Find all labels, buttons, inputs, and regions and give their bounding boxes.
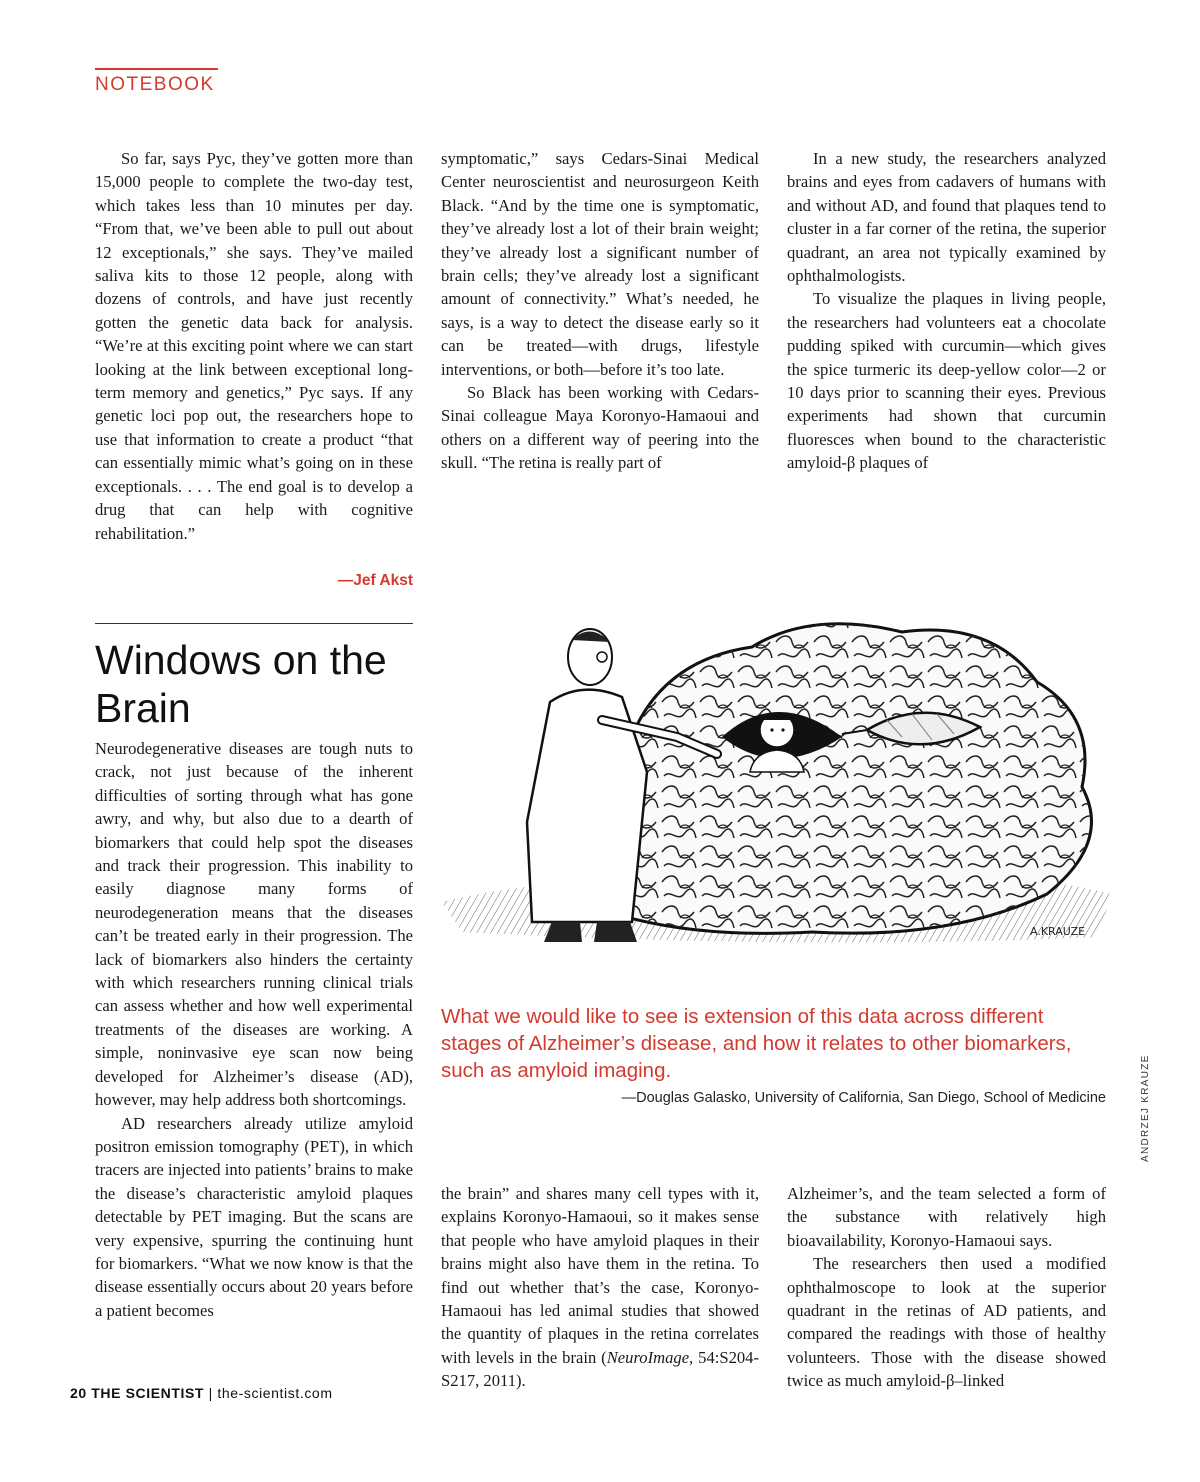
article-column-1 bbox=[95, 737, 413, 1322]
body-paragraph bbox=[441, 1182, 759, 1393]
section-label-rule bbox=[95, 68, 218, 70]
pull-quote-attribution: —Douglas Galasko, University of California, San Diego, School of Medicine bbox=[621, 1090, 1106, 1106]
pull-quote: What we would like to see is extension of this data across different stages of Alzheimer’s disease, and how it relates to other biomarkers, such as amyloid imaging. bbox=[441, 1005, 1072, 1082]
brain-folds bbox=[573, 624, 1091, 934]
column-3-top bbox=[787, 147, 1106, 475]
footer-separator: | bbox=[208, 1385, 213, 1401]
citation-details: 54:S204-S217, 2011). bbox=[441, 1347, 760, 1391]
body-paragraph: The researchers then used a modified ophthalmoscope to look at the superior quadrant in the retinas of AD patients, and compared the readings with those of healthy volunteers. Those with the disease showed twice as much amyloid-β–linked bbox=[787, 1254, 1106, 1391]
body-paragraph: To visualize the plaques in living people, the researchers had volunteers eat a chocolate pudding spiked with curcumin—which gives the spice turmeric its deep-yellow color—2 or 10 days prior to scanning their eyes. Previous experiments had shown that curcumin fluoresces when bound to the characteristic amyloid-β plaques of bbox=[787, 289, 1106, 473]
body-paragraph: So Black has been working with Cedars-Sinai colleague Maya Koronyo-Hamaoui and others on a different way of peering into the skull. “The retina is really part of bbox=[441, 383, 759, 473]
magazine-name: THE SCIENTIST bbox=[91, 1385, 205, 1401]
body-text: the brain” and shares many cell types with it, explains Koronyo-Hamaoui, so it makes sense that people who have amyloid plaques in their brains might also have them in the retina. To find out whether that’s the case, Koronyo-Hamaoui has led animal studies that showed the quantity of plaques in the retina correlates with levels in the brain ( bbox=[441, 1184, 759, 1367]
byline: —Jef Akst bbox=[337, 572, 413, 589]
body-paragraph: symptomatic,” says Cedars-Sinai Medical Center neuroscientist and neurosurgeon Keith Black. “And by the time one is symptomatic, they’ve already lost a lot of their brain weight; they’ve already lost a significant number of brain cells; they’ve already lost a significant amount of connectivity.” What’s needed, he says, is a way to detect the disease early so it can be treated—with drugs, lifestyle interventions, or both—before it’s too late. bbox=[441, 149, 759, 379]
headline-rule bbox=[95, 623, 413, 624]
body-paragraph: AD researchers already utilize amyloid positron emission tomography (PET), in which tracers are injected into patients’ brains to make the disease’s characteristic amyloid plaques detectable by PET imaging. But the scans are very expensive, spurring the continuing hunt for biomarkers. “What we now know is that the disease essentially occurs about 20 years before a patient becomes bbox=[95, 1113, 413, 1320]
artist-signature: A.KRAUZE bbox=[1030, 925, 1086, 938]
column-2-bottom bbox=[441, 1182, 759, 1393]
page-number: 20 bbox=[70, 1385, 87, 1401]
lead-paragraph: Neurodegenerative diseases are tough nuts to crack, not just because of the inherent difficulties of sorting through what has gone awry, and why, but also due to a dearth of biomarkers that could help spot the diseases and track their progression. This inability to easily diagnose many forms of neurodegeneration means that the diseases can’t be treated early in their progression. The lack of biomarkers also hinders the certainty with which researchers running clinical trials can assess whether and how well experimental treatments of the diseases are working. A simple, noninvasive eye scan now being developed for Alzheimer’s disease (AD), however, may help address both shortcomings. bbox=[95, 739, 413, 1110]
image-credit: ANDRZEJ KRAUZE bbox=[1140, 1054, 1151, 1162]
brain-window-illustration bbox=[432, 602, 1122, 954]
body-paragraph: Alzheimer’s, and the team selected a form of the substance with relatively high bioavailability, Koronyo-Hamaoui says. bbox=[787, 1184, 1106, 1250]
section-label: NOTEBOOK bbox=[95, 74, 215, 95]
website-link[interactable]: the-scientist.com bbox=[217, 1385, 333, 1401]
column-3-bottom bbox=[787, 1182, 1106, 1393]
journal-citation: NeuroImage, bbox=[606, 1347, 694, 1367]
page-footer bbox=[70, 1385, 333, 1401]
previous-article-column bbox=[95, 147, 413, 545]
article-headline: Windows on the Brain bbox=[95, 637, 387, 731]
body-paragraph: So far, says Pyc, they’ve gotten more than 15,000 people to complete the two-day test, which takes less than 10 minutes per day. “From that, we’ve been able to pull out about 12 exceptionals,” she says. They’ve mailed saliva kits to those 12 people, along with dozens of controls, and have just recently gotten the genetic data back for analysis. “We’re at this exciting point where we can start looking at the link between exceptional long-term memory and genetics,” Pyc says. If any genetic loci pop out, the researchers hope to use that information to create a product “that can essentially mimic what’s going on in these exceptionals. . . . The end goal is to develop a drug that can help with cognitive rehabilitation.” bbox=[95, 149, 413, 543]
column-2-top bbox=[441, 147, 759, 475]
body-paragraph: In a new study, the researchers analyzed brains and eyes from cadavers of humans with and without AD, and found that plaques tend to cluster in a far corner of the retina, the superior quadrant, an area not typically examined by ophthalmologists. bbox=[787, 149, 1106, 286]
